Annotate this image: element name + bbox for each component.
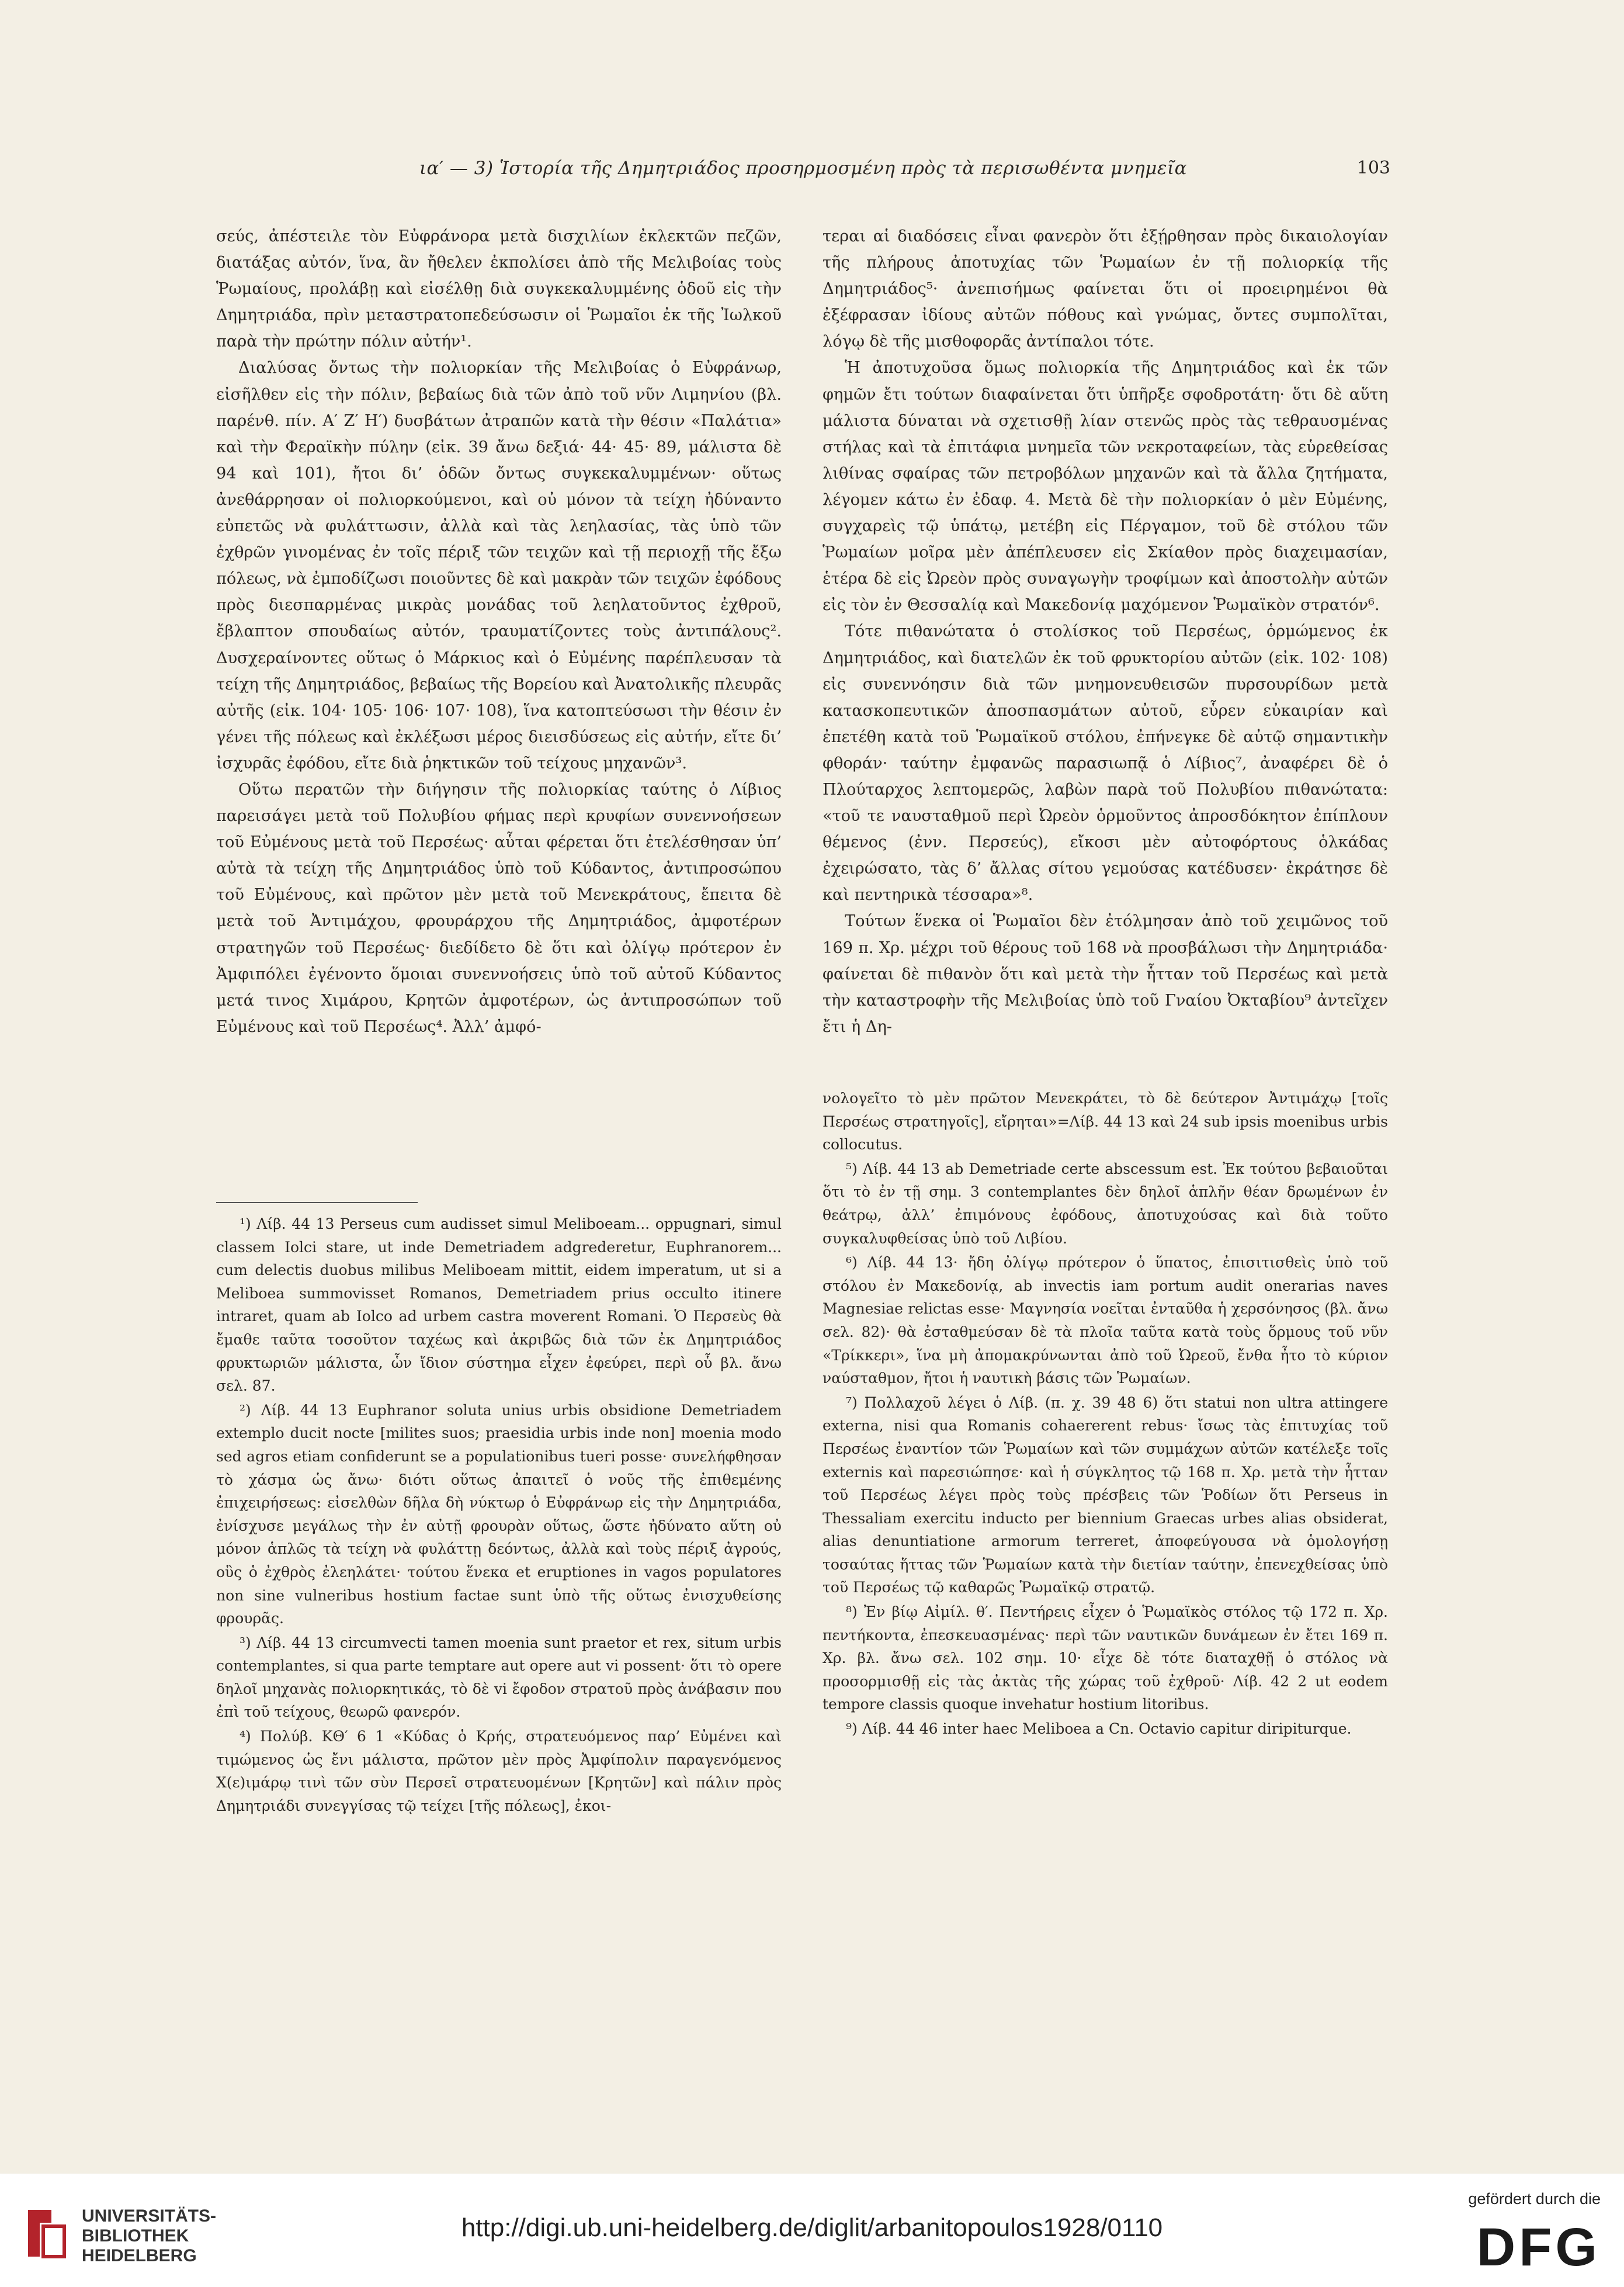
footnote: ⁷) Πολλαχοῦ λέγει ὁ Λίβ. (π. χ. 39 48 6) ὅτι statui non ultra attingere externa, nisi qua Romanis cohaererent rebus· ἴσως τὰς ἐπιτυχίας τοῦ Περσέως ἐναντίον τῶν Ῥωμαίων καὶ τῶν συμμάχων αὐτῶν κατέλεξε τοῖς externis καὶ παρεσιώπησε· καὶ ἡ σύγκλητος τῷ 168 π. Χρ. μετὰ τὴν ἧτταν τοῦ Περσέως λέγει πρὸς τοὺς πρέσβεις τῶν Ῥοδίων ὅτι Perseus in Thessaliam exercitu inducto per biennium Graecas urbes alias obsiderat, alias denuntiatione armorum terreret, ἀποφεύγουσα νὰ ὁμολογήσῃ τοσαύτας ἥττας τῶν Ῥωμαίων κατὰ τὴν διετίαν ταύτην, ἐπενεχθείσας ὑπὸ τοῦ Περσέως τῷ καθαρῶς Ῥωμαϊκῷ στρατῷ. — [823, 1394, 1388, 1596]
source-url-link[interactable]: http://digi.ub.uni-heidelberg.de/diglit/arbanitopoulos1928/0110 — [461, 2213, 1163, 2242]
library-name: UNIVERSITÄTS- BIBLIOTHEK HEIDELBERG — [82, 2206, 217, 2265]
digitization-footer — [0, 2174, 1624, 2287]
footnotes-right — [823, 1087, 1388, 1742]
footnote: ⁸) Ἐν βίῳ Αἰμίλ. θ′. Πεντήρεις εἶχεν ὁ Ῥωμαϊκὸς στόλος τῷ 172 π. Χρ. πεντήκοντα, ἐπεσκευασμένας· περὶ τῶν ναυτικῶν δυνάμεων ἐν ἔτει 169 π. Χρ. βλ. ἄνω σελ. 102 σημ. 10· εἶχε δὲ τότε διαταχθῇ ὁ στόλος νὰ προσορμισθῇ εἰς τὰς ἀκτὰς τῆς χώρας τοῦ ἐχθροῦ· Λίβ. 42 2 ut eodem tempore classis quoque invehatur hostium litoribus. — [823, 1603, 1388, 1713]
paragraph: Οὕτω περατῶν τὴν διήγησιν τῆς πολιορκίας ταύτης ὁ Λίβιος παρεισάγει μετὰ τοῦ Πολυβίου φήμας περὶ κρυφίων συνεννοήσεων τοῦ Εὐμένους μετὰ τοῦ Περσέως· αὗται φέρεται ὅτι ἐτελέσθησαν ὑπ’ αὐτὰ τὰ τείχη τῆς Δημητριάδος ὑπὸ τοῦ Κύδαντος, ἀντιπροσώπου τοῦ Εὐμένους, καὶ πρῶτον μὲν μετὰ τοῦ Μενεκράτους, ἔπειτα δὲ μετὰ τοῦ Ἀντιμάχου, φρουράρχου τῆς Δημητριάδος, ἀμφοτέρων στρατηγῶν τοῦ Περσέως· διεδίδετο δὲ ὅτι καὶ ὀλίγῳ πρότερον ἐν Ἀμφιπόλει ἐγένοντο ὅμοιαι συνεννοήσεις ὑπὸ τοῦ αὐτοῦ Κύδαντος μετά τινος Χιμάρου, Κρητῶν ἀμφοτέρων, ὡς ἀντιπροσώπων τοῦ Εὐμένους καὶ τοῦ Περσέως⁴. Ἀλλ’ ἀμφό- — [216, 780, 782, 1036]
footnote: ⁵) Λίβ. 44 13 ab Demetriade certe abscessum est. Ἐκ τούτου βεβαιοῦται ὅτι τὸ ἐν τῇ σημ. 3 contemplantes δὲν δηλοῖ ἁπλῆν θέαν δρωμένων ἐν θεάτρῳ, ἀλλ’ ἐπιμόνους ἐφόδους, ἀποτυχούσας καὶ διὰ τοῦτο συγκαλυφθείσας ὑπὸ τοῦ Λιβίου. — [823, 1160, 1388, 1247]
footnote-divider — [216, 1202, 418, 1203]
right-column — [823, 223, 1388, 1040]
page-number: 103 — [1356, 158, 1390, 178]
funding-text: gefördert durch die — [1468, 2190, 1601, 2208]
footnote: ⁴) Πολύβ. ΚΘ′ 6 1 «Κύδας ὁ Κρής, στρατευόμενος παρ’ Εὐμένει καὶ τιμώμενος ὡς ἔνι μάλιστα, πρῶτον μὲν πρὸς Ἀμφίπολιν παραγενόμενος Χ(ε)ιμάρῳ τινὶ τῶν σὺν Περσεῖ στρατευομένων [Κρητῶν] καὶ πάλιν πρὸς Δημητριάδι συνεγγίσας τῷ τείχει [τῆς πόλεως], ἐκοι- — [216, 1728, 782, 1814]
footnote: ⁶) Λίβ. 44 13· ἤδη ὀλίγῳ πρότερον ὁ ὕπατος, ἐπισιτισθεὶς ὑπὸ τοῦ στόλου ἐν Μακεδονίᾳ, ab invectis iam portum audit onerarias naves Magnesiae relictas esse· Μαγνησία νοεῖται ἐνταῦθα ἡ χερσόνησος (βλ. ἄνω σελ. 82)· θὰ ἐσταθμεύσαν δὲ τὰ πλοῖα ταῦτα κατὰ τοὺς ὅρμους τοῦ νῦν «Τρίκκερι», ἵνα μὴ ἀπομακρύνωνται ἀπὸ τοῦ Ὠρεοῦ, ἔνθα ἦτο τὸ κύριον ναύσταθμον, ἤτοι ἡ ναυτικὴ βάσις τῶν Ῥωμαίων. — [823, 1254, 1388, 1387]
left-column — [216, 223, 782, 1040]
footnotes-left — [216, 1212, 782, 1818]
ub-heidelberg-logo-icon[interactable] — [22, 2205, 70, 2261]
paragraph: Ἡ ἀποτυχοῦσα ὅμως πολιορκία τῆς Δημητριάδος καὶ ἐκ τῶν φημῶν ἔτι τούτων διαφαίνεται ὅτι ὑπῆρξε σφοδροτάτη· ὅτι δὲ αὕτη μάλιστα δύναται νὰ σχετισθῇ λίαν στενῶς πρὸς τὰς τεθραυσμένας στήλας καὶ τὰ ἐπιτάφια μνημεῖα τῶν νεκροταφείων, τὰς εὑρεθείσας λιθίνας σφαίρας τῶν πετροβόλων μηχανῶν καὶ τὰ ἄλλα ζητήματα, λέγομεν κάτω ἐν ἐδαφ. 4. Μετὰ δὲ τὴν πολιορκίαν ὁ μὲν Εὐμένης, συγχαρεὶς τῷ ὑπάτῳ, μετέβη εἰς Πέργαμον, τοῦ δὲ στόλου τῶν Ῥωμαίων μοῖρα μὲν ἀπέπλευσεν εἰς Σκίαθον πρὸς διαχειμασίαν, ἑτέρα δὲ εἰς Ὠρεὸν πρὸς συναγωγὴν τροφίμων καὶ ἀποστολὴν αὐτῶν εἰς τὸν ἐν Θεσσαλίᾳ καὶ Μακεδονίᾳ μαχόμενον Ῥωμαϊκὸν στρατόν⁶. — [823, 359, 1388, 615]
paragraph: τεραι αἱ διαδόσεις εἶναι φανερὸν ὅτι ἐξῄρθησαν πρὸς δικαιολογίαν τῆς πλήρους ἀποτυχίας τῶν Ῥωμαίων ἐν τῇ πολιορκίᾳ τῆς Δημητριάδος⁵· ἀνεπισήμως φαίνεται ὅτι οἱ προειρημένοι θὰ ἐξέφρασαν ἰδίους αὐτῶν πόθους καὶ γνώμας, ὄντες συμπολῖται, λόγῳ δὲ τῆς μισθοφορᾶς ἀντίπαλοι τότε. — [823, 227, 1388, 351]
footnote: ²) Λίβ. 44 13 Euphranor soluta unius urbis obsidione Demetriadem extemplo ducit nocte [milites suos; praesidia urbis inde non] moenia modo sed agros etiam confiderunt se a populationibus tueri posse· συνελήφθησαν τὸ χάσμα ὡς ἄνω· διότι οὕτως ἀπαιτεῖ ὁ νοῦς τῆς ἐπιθεμένης ἐπιχειρήσεως: εἰσελθὼν δῆλα δὴ νύκτωρ ὁ Εὐφράνωρ εἰς τὴν Δημητριάδα, ἐνίσχυσε μεγάλως τὴν ἐν αὐτῇ φρουρὰν οὕτως, ὥστε ἠδύνατο αὕτη οὐ μόνον ἁπλῶς τὰ τείχη νὰ φυλάττῃ δεόντως, ἀλλὰ καὶ τοὺς πέριξ ἀγρούς, οὓς ὁ ἐχθρὸς ἐλεηλάτει· τούτου ἕνεκα et eruptiones in vagos populatores non sine vulneribus hostium factae sunt ὑπὸ τῆς οὕτως ἐνισχυθείσης φρουρᾶς. — [216, 1401, 782, 1627]
header-title: ια′ — 3) Ἱστορία τῆς Δημητριάδος προσηρμοσμένη πρὸς τὰ περισωθέντα μνημεῖα — [419, 158, 1188, 179]
paragraph: Τότε πιθανώτατα ὁ στολίσκος τοῦ Περσέως, ὁρμώμενος ἐκ Δημητριάδος, καὶ διατελῶν ἐκ τοῦ φρυκτορίου αὐτῶν (εἰκ. 102· 108) εἰς συνεννόησιν διὰ τῶν μνημονευθεισῶν πυρσουρίδων μετὰ κατασκοπευτικῶν ἀποσπασμάτων αὐτοῦ, εὗρεν εὐκαιρίαν καὶ ἐπετέθη κατὰ τοῦ Ῥωμαϊκοῦ στόλου, ἐπήνεγκε δὲ αὐτῷ σημαντικὴν φθοράν· ταύτην ἐμφανῶς παρασιωπᾷ ὁ Λίβιος⁷, ἀναφέρει δὲ ὁ Πλούταρχος λεπτομερῶς, λαβὼν παρὰ τοῦ Πολυβίου πιθανώτατα: «τοῦ τε ναυσταθμοῦ περὶ Ὠρεὸν ὁρμοῦντος ἀπροσδόκητον ἐπίπλουν θέμενος (ἐνν. Περσεύς), εἴκοσι μὲν αὐτοφόρτους ὁλκάδας ἐχειρώσατο, τὰς δ’ ἄλλας σίτου γεμούσας κατέδυσεν· ἐκράτησε δὲ καὶ πεντηρικὰ τέσσαρα»⁸. — [823, 622, 1388, 905]
footnote: ¹) Λίβ. 44 13 Perseus cum audisset simul Meliboeam... oppugnari, simul classem Iolci stare, ut inde Demetriadem adgrederetur, Euphranorem... cum delectis duobus milibus Meliboeam mittit, eidem imperatum, ut si a Meliboea summovisset Romanos, Demetriadem prius occulto itinere intraret, quam ab Iolco ad urbem castra moverent Romani. Ὁ Περσεὺς θὰ ἔμαθε ταῦτα τοσοῦτον ταχέως καὶ ἀκριβῶς διὰ τῶν ἐκ Δημητριάδος φρυκτωριῶν μάλιστα, ὧν ἴδιον σύστημα εἶχεν ἐφεύρει, περὶ οὗ βλ. ἄνω σελ. 87. — [216, 1215, 782, 1395]
footnote-continuation: νολογεῖτο τὸ μὲν πρῶτον Μενεκράτει, τὸ δὲ δεύτερον Ἀντιμάχῳ [τοῖς Περσέως στρατηγοῖς], εἴρηται»=Λίβ. 44 13 καὶ 24 sub ipsis moenibus urbis collocutus. — [823, 1090, 1388, 1153]
paragraph: σεύς, ἀπέστειλε τὸν Εὐφράνορα μετὰ δισχιλίων ἐκλεκτῶν πεζῶν, διατάξας αὐτόν, ἵνα, ἂν ἤθελεν ἐκπολίσει ἀπὸ τῆς Μελιβοίας τοὺς Ῥωμαίους, προλάβῃ καὶ εἰσέλθῃ διὰ συγκεκαλυμμένης ὁδοῦ εἰς τὴν Δημητριάδα, πρὶν μεταστρατοπεδεύσωσιν οἱ Ῥωμαῖοι ἐκ τῆς Ἰωλκοῦ παρὰ τὴν πρώτην πόλιν αὐτήν¹. — [216, 227, 782, 351]
footnote: ³) Λίβ. 44 13 circumvecti tamen moenia sunt praetor et rex, situm urbis contemplantes, si qua parte temptare aut opere aut vi possent· ὅτι τὸ opere δηλοῖ μηχανὰς πολιορκητικάς, τὸ δὲ vi ἔφοδον στρατοῦ πρὸς ἀνάβασιν που ἐπὶ τοῦ τείχους, θεωρῶ φανερόν. — [216, 1634, 782, 1721]
footnote: ⁹) Λίβ. 44 46 inter haec Meliboea a Cn. Octavio capitur diripiturque. — [846, 1720, 1352, 1738]
dfg-logo[interactable]: DFG — [1476, 2217, 1601, 2277]
running-header — [216, 158, 1390, 193]
paragraph: Διαλύσας ὄντως τὴν πολιορκίαν τῆς Μελιβοίας ὁ Εὐφράνωρ, εἰσῆλθεν εἰς τὴν πόλιν, βεβαίως διὰ τῶν ἀπὸ τοῦ νῦν Λιμηνίου (βλ. παρένθ. πίν. Α′ Ζ′ Η′) δυσβάτων ἀτραπῶν κατὰ τὴν θέσιν «Παλάτια» καὶ τὴν Φεραϊκὴν πύλην (εἰκ. 39 ἄνω δεξιά· 44· 45· 89, μάλιστα δὲ 94 καὶ 101), ἤτοι δι’ ὁδῶν ὄντως συγκεκαλυμμένων· οὕτως ἀνεθάρρησαν οἱ πολιορκούμενοι, καὶ οὐ μόνον τὰ τείχη ἠδύναντο εὐπετῶς νὰ φυλάττωσιν, ἀλλὰ καὶ τὰς λεηλασίας, τὰς ὑπὸ τῶν ἐχθρῶν γινομένας ἐν τοῖς πέριξ τῶν τειχῶν καὶ τῇ περιοχῇ τῆς ἔξω πόλεως, νὰ ἐμποδίζωσι ποιοῦντες δὲ καὶ μακρὰν τῶν τειχῶν ἐφόδους πρὸς διεσπαρμένας μικρὰς μονάδας τοῦ λεηλατοῦντος ἐχθροῦ, ἔβλαπτον σπουδαίως αὐτόν, τραυματίζοντες τοὺς ἀντιπάλους². Δυσχεραίνοντες οὕτως ὁ Μάρκιος καὶ ὁ Εὐμένης παρέπλευσαν τὰ τείχη τῆς Δημητριάδος, βεβαίως τῆς Βορείου καὶ Ἀνατολικῆς πλευρᾶς αὐτῆς (εἰκ. 104· 105· 106· 107· 108), ἵνα κατοπτεύσωσι τὴν θέσιν ἐν γένει τῆς πόλεως καὶ ἐκλέξωσι μέρος διεισδύσεως εἰς αὐτήν, εἴτε δι’ ἰσχυρᾶς ἐφόδου, εἴτε διὰ ῥηκτικῶν τοῦ τείχους μηχανῶν³. — [216, 359, 782, 772]
paragraph: Τούτων ἕνεκα οἱ Ῥωμαῖοι δὲν ἐτόλμησαν ἀπὸ τοῦ χειμῶνος τοῦ 169 π. Χρ. μέχρι τοῦ θέρους τοῦ 168 νὰ προσβάλωσι τὴν Δημητριάδα· φαίνεται δὲ πιθανὸν ὅτι καὶ μετὰ τὴν ἧτταν τοῦ Περσέως καὶ μετὰ τὴν καταστροφὴν τῆς Μελιβοίας ὑπὸ τοῦ Γναίου Ὀκταβίου⁹ ἀντεῖχεν ἔτι ἡ Δη- — [823, 912, 1388, 1036]
